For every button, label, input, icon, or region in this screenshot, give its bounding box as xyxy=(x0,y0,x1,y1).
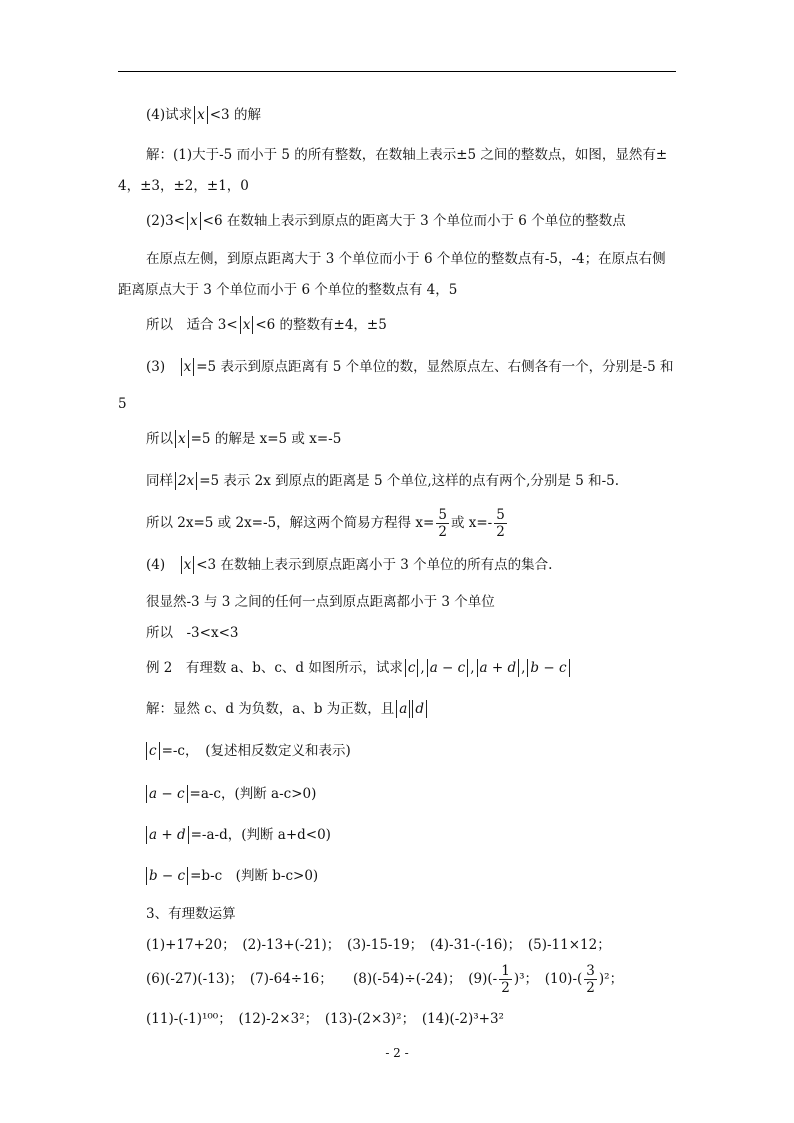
page-number: - 2 - xyxy=(385,1046,409,1060)
solution-3-similar xyxy=(146,472,619,490)
text: =5 的解是 x=5 或 x=-5 xyxy=(190,431,342,447)
denominator: 2 xyxy=(586,980,595,996)
denominator: 2 xyxy=(501,980,510,996)
text: (6)(-27)(-13)； (7)-64÷16； (8)(-54)÷(-24)； (9)(- xyxy=(146,971,498,987)
section-heading: 3、有理数运算 xyxy=(146,906,236,922)
fraction xyxy=(499,963,512,996)
text: (2)3< xyxy=(146,213,186,229)
text: <3 的解 xyxy=(209,107,261,123)
abs-expr: a + d xyxy=(477,659,520,677)
solution-3-line xyxy=(146,358,674,376)
question-4-line xyxy=(146,106,261,124)
abs-expr: a + d xyxy=(146,826,189,844)
solution-3-cont: 5 xyxy=(118,396,127,412)
text: =a-c，(判断 a-c>0) xyxy=(189,786,317,802)
text: 所以 2x=5 或 2x=-5，解这两个简易方程得 x= xyxy=(146,515,435,531)
abs-2x: 2x xyxy=(175,472,197,490)
solution-4-text: 很显然-3 与 3 之间的任何一点到原点距离都小于 3 个单位 xyxy=(146,594,495,610)
abs-c-line xyxy=(146,742,351,760)
text: (4)试求 xyxy=(146,107,193,123)
text: <3 在数轴上表示到原点距离小于 3 个单位的所有点的集合. xyxy=(196,557,553,573)
denominator: 2 xyxy=(496,524,505,540)
text: =b-c (判断 b-c>0) xyxy=(190,868,319,884)
abs-expr: c xyxy=(405,659,419,677)
abs-expr: c xyxy=(146,742,160,760)
text: 同样 xyxy=(146,473,173,489)
text: =-a-d，(判断 a+d<0) xyxy=(190,827,331,843)
text: )³； (10)-( xyxy=(513,971,583,987)
text: <6 在数轴上表示到原点的距离大于 3 个单位而小于 6 个单位的整数点 xyxy=(202,213,626,229)
solution-3-answer xyxy=(146,430,341,448)
solution-2-text: 在原点左侧，到原点距离大于 3 个单位而小于 6 个单位的整数点有-5，-4；在原点右侧 xyxy=(146,251,666,267)
solution-4-line xyxy=(146,556,552,574)
abs-expr: b − c xyxy=(527,659,569,677)
numerator: 5 xyxy=(496,507,505,523)
text: =5 表示到原点距离有 5 个单位的数，显然原点左、右侧各有一个，分别是-5 和 xyxy=(196,359,674,375)
text: (3) xyxy=(146,359,179,375)
abs-x: x xyxy=(181,556,195,574)
text: 所以 xyxy=(146,431,173,447)
text: (4) xyxy=(146,557,179,573)
abs-d: d xyxy=(412,700,427,718)
header-rule xyxy=(118,71,676,72)
example-2-solution xyxy=(146,700,429,718)
abs-x: x xyxy=(194,106,208,124)
abs-expr: a − c xyxy=(146,785,188,803)
text: 所以 适合 3< xyxy=(146,317,238,333)
text: 或 x=- xyxy=(450,515,493,531)
fraction xyxy=(436,507,449,540)
abs-b-c-line xyxy=(146,867,318,885)
abs-a-d-line xyxy=(146,826,331,844)
solution-2-cont: 距离原点大于 3 个单位而小于 6 个单位的整数点有 4，5 xyxy=(118,282,458,298)
abs-a-c-line xyxy=(146,785,316,803)
text: 解：显然 c、d 为负数，a、b 为正数，且 xyxy=(146,701,395,717)
numerator: 3 xyxy=(586,963,595,979)
text: <6 的整数有±4，±5 xyxy=(255,317,387,333)
solution-2-line xyxy=(146,212,626,230)
text: 例 2 有理数 a、b、c、d 如图所示，试求 xyxy=(146,660,403,676)
abs-expr: b − c xyxy=(146,867,188,885)
exercise-row-1: (1)+17+20； (2)-13+(-21)； (3)-15-19； (4)-31-(-16)； (5)-11×12； xyxy=(146,937,611,953)
text: =-c， (复述相反数定义和表示) xyxy=(161,743,351,759)
numerator: 1 xyxy=(501,963,510,979)
solution-3-equation xyxy=(146,506,509,540)
exercise-row-3: (11)-(-1)¹⁰⁰； (12)-2×3²； (13)-(2×3)²； (14)(-2)³+3² xyxy=(146,1011,504,1027)
abs-x: x xyxy=(240,316,254,334)
fraction xyxy=(494,507,507,540)
abs-x: x xyxy=(175,430,189,448)
numerator: 5 xyxy=(438,507,447,523)
exercise-row-2 xyxy=(146,962,623,996)
example-2-line: 例 2 有理数 a、b、c、d 如图所示，试求 c , a − c , a + d , b − c xyxy=(146,659,572,677)
abs-expr: a − c xyxy=(427,659,469,677)
solution-4-conclusion: 所以 -3<x<3 xyxy=(146,625,239,641)
solution-2-conclusion xyxy=(146,316,387,334)
solution-1-line: 解：(1)大于-5 而小于 5 的所有整数，在数轴上表示±5 之间的整数点，如图，显然有± xyxy=(146,147,668,163)
text: )²； xyxy=(598,971,624,987)
denominator: 2 xyxy=(438,524,447,540)
abs-a: a xyxy=(396,700,410,718)
solution-1-cont: 4，±3，±2，±1，0 xyxy=(118,178,249,194)
abs-x: x xyxy=(187,212,201,230)
text: =5 表示 2x 到原点的距离是 5 个单位,这样的点有两个,分别是 5 和-5. xyxy=(199,473,620,489)
fraction xyxy=(584,963,597,996)
abs-x: x xyxy=(181,358,195,376)
